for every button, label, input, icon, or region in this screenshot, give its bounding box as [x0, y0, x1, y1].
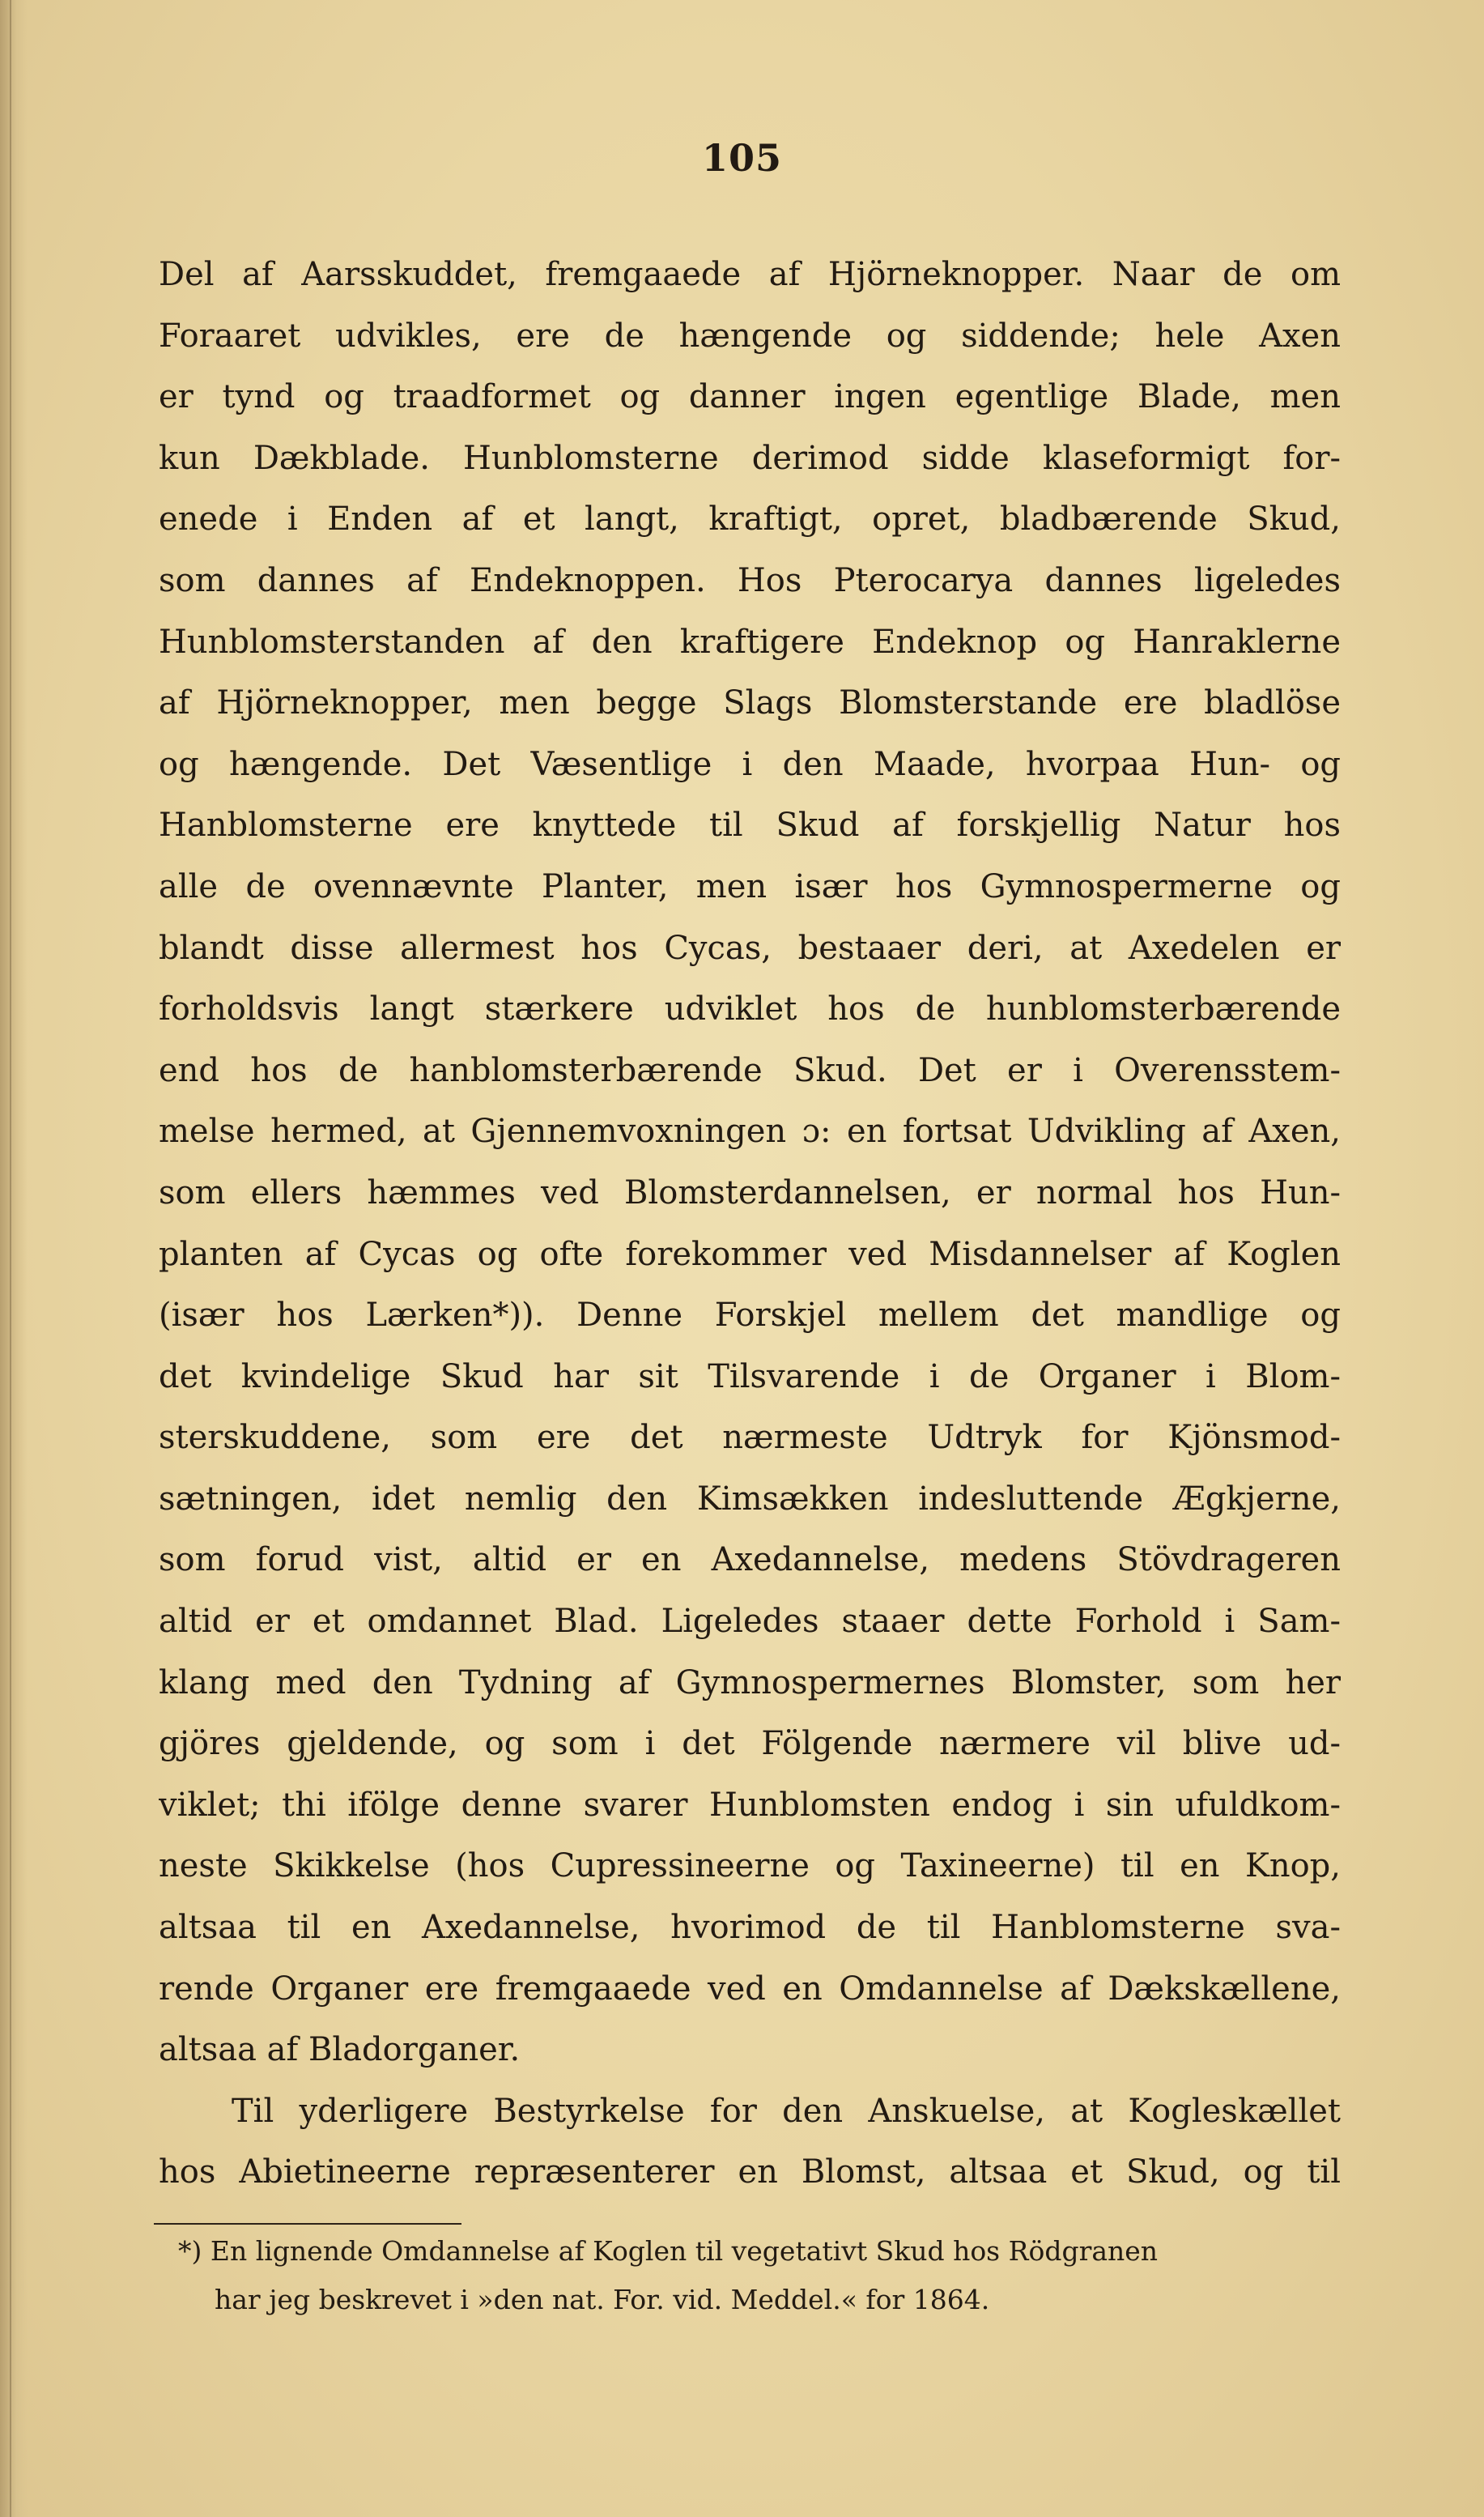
text-line: altsaa til en Axedannelse, hvorimod de til Hanblomsterne sva-: [159, 1909, 1341, 1947]
text-line: (især hos Lærken*)). Denne Forskjel mellem det mandlige og: [159, 1297, 1341, 1335]
text-line: viklet; thi ifölge denne svarer Hunblomsten endog i sin ufuldkom-: [159, 1786, 1341, 1824]
text-line: det kvindelige Skud har sit Tilsvarende i de Organer i Blom-: [159, 1357, 1341, 1395]
text-line: Hanblomsterne ere knyttede til Skud af forskjellig Natur hos: [159, 807, 1341, 845]
text-line: som dannes af Endeknoppen. Hos Pterocarya dannes ligeledes: [159, 561, 1341, 599]
text-line: altid er et omdannet Blad. Ligeledes staaer dette Forhold i Sam-: [159, 1603, 1341, 1641]
text-line: hos Abietineerne repræsenterer en Blomst, altsaa et Skud, og til: [159, 2153, 1341, 2191]
text-line: klang med den Tydning af Gymnospermernes Blomster, som her: [159, 1663, 1341, 1701]
body-text: [159, 245, 1341, 2204]
text-line: melse hermed, at Gjennemvoxningen ɔ: en fortsat Udvikling af Axen,: [159, 1113, 1341, 1151]
page-number: 105: [701, 136, 783, 180]
page-edge: [10, 0, 11, 2517]
text-line: gjöres gjeldende, og som i det Fölgende nærmere vil blive ud-: [159, 1725, 1341, 1763]
text-line: alle de ovennævnte Planter, men især hos Gymnospermerne og: [159, 867, 1341, 905]
text-line: Del af Aarsskuddet, fremgaaede af Hjörneknopper. Naar de om: [159, 256, 1341, 293]
text-line: sterskuddene, som ere det nærmeste Udtryk for Kjönsmod-: [159, 1419, 1341, 1457]
text-line: kun Dækblade. Hunblomsterne derimod sidde klaseformigt for-: [159, 439, 1341, 477]
text-line: Hunblomsterstanden af den kraftigere Endeknop og Hanraklerne: [159, 623, 1341, 661]
text-line: altsaa af Bladorganer.: [159, 2031, 521, 2069]
text-line: som forud vist, altid er en Axedannelse, medens Stövdrageren: [159, 1541, 1341, 1579]
text-line: Til yderligere Bestyrkelse for den Anskuelse, at Kogleskællet: [232, 2092, 1341, 2130]
footnote: [178, 2227, 1328, 2324]
text-line: end hos de hanblomsterbærende Skud. Det er i Overensstem-: [159, 1051, 1341, 1089]
text-line: forholdsvis langt stærkere udviklet hos de hunblomsterbærende: [159, 990, 1341, 1029]
text-line: sætningen, idet nemlig den Kimsækken indesluttende Ægkjerne,: [159, 1480, 1341, 1518]
text-line: blandt disse allermest hos Cycas, bestaaer deri, at Axedelen er: [159, 929, 1341, 967]
text-line: af Hjörneknopper, men begge Slags Blomsterstande ere bladlöse: [159, 684, 1341, 722]
footnote-line: har jeg beskrevet i »den nat. For. vid. Meddel.« for 1864.: [215, 2284, 990, 2315]
text-line: og hængende. Det Væsentlige i den Maade, hvorpaa Hun- og: [159, 745, 1341, 783]
binding-shadow: [0, 0, 28, 2517]
text-line: rende Organer ere fremgaaede ved en Omdannelse af Dækskællene,: [159, 1970, 1341, 2008]
text-line: neste Skikkelse (hos Cupressineerne og Taxineerne) til en Knop,: [159, 1847, 1341, 1885]
text-line: Foraaret udvikles, ere de hængende og siddende; hele Axen: [159, 317, 1341, 355]
text-line: planten af Cycas og ofte forekommer ved Misdannelser af Koglen: [159, 1235, 1341, 1273]
footnote-rule: [154, 2223, 461, 2225]
text-line: enede i Enden af et langt, kraftigt, opret, bladbærende Skud,: [159, 500, 1341, 539]
footnote-line: *) En lignende Omdannelse af Koglen til vegetativt Skud hos Rödgranen: [178, 2235, 1159, 2267]
text-line: som ellers hæmmes ved Blomsterdannelsen, er normal hos Hun-: [159, 1173, 1341, 1212]
text-line: er tynd og traadformet og danner ingen egentlige Blade, men: [159, 378, 1341, 416]
